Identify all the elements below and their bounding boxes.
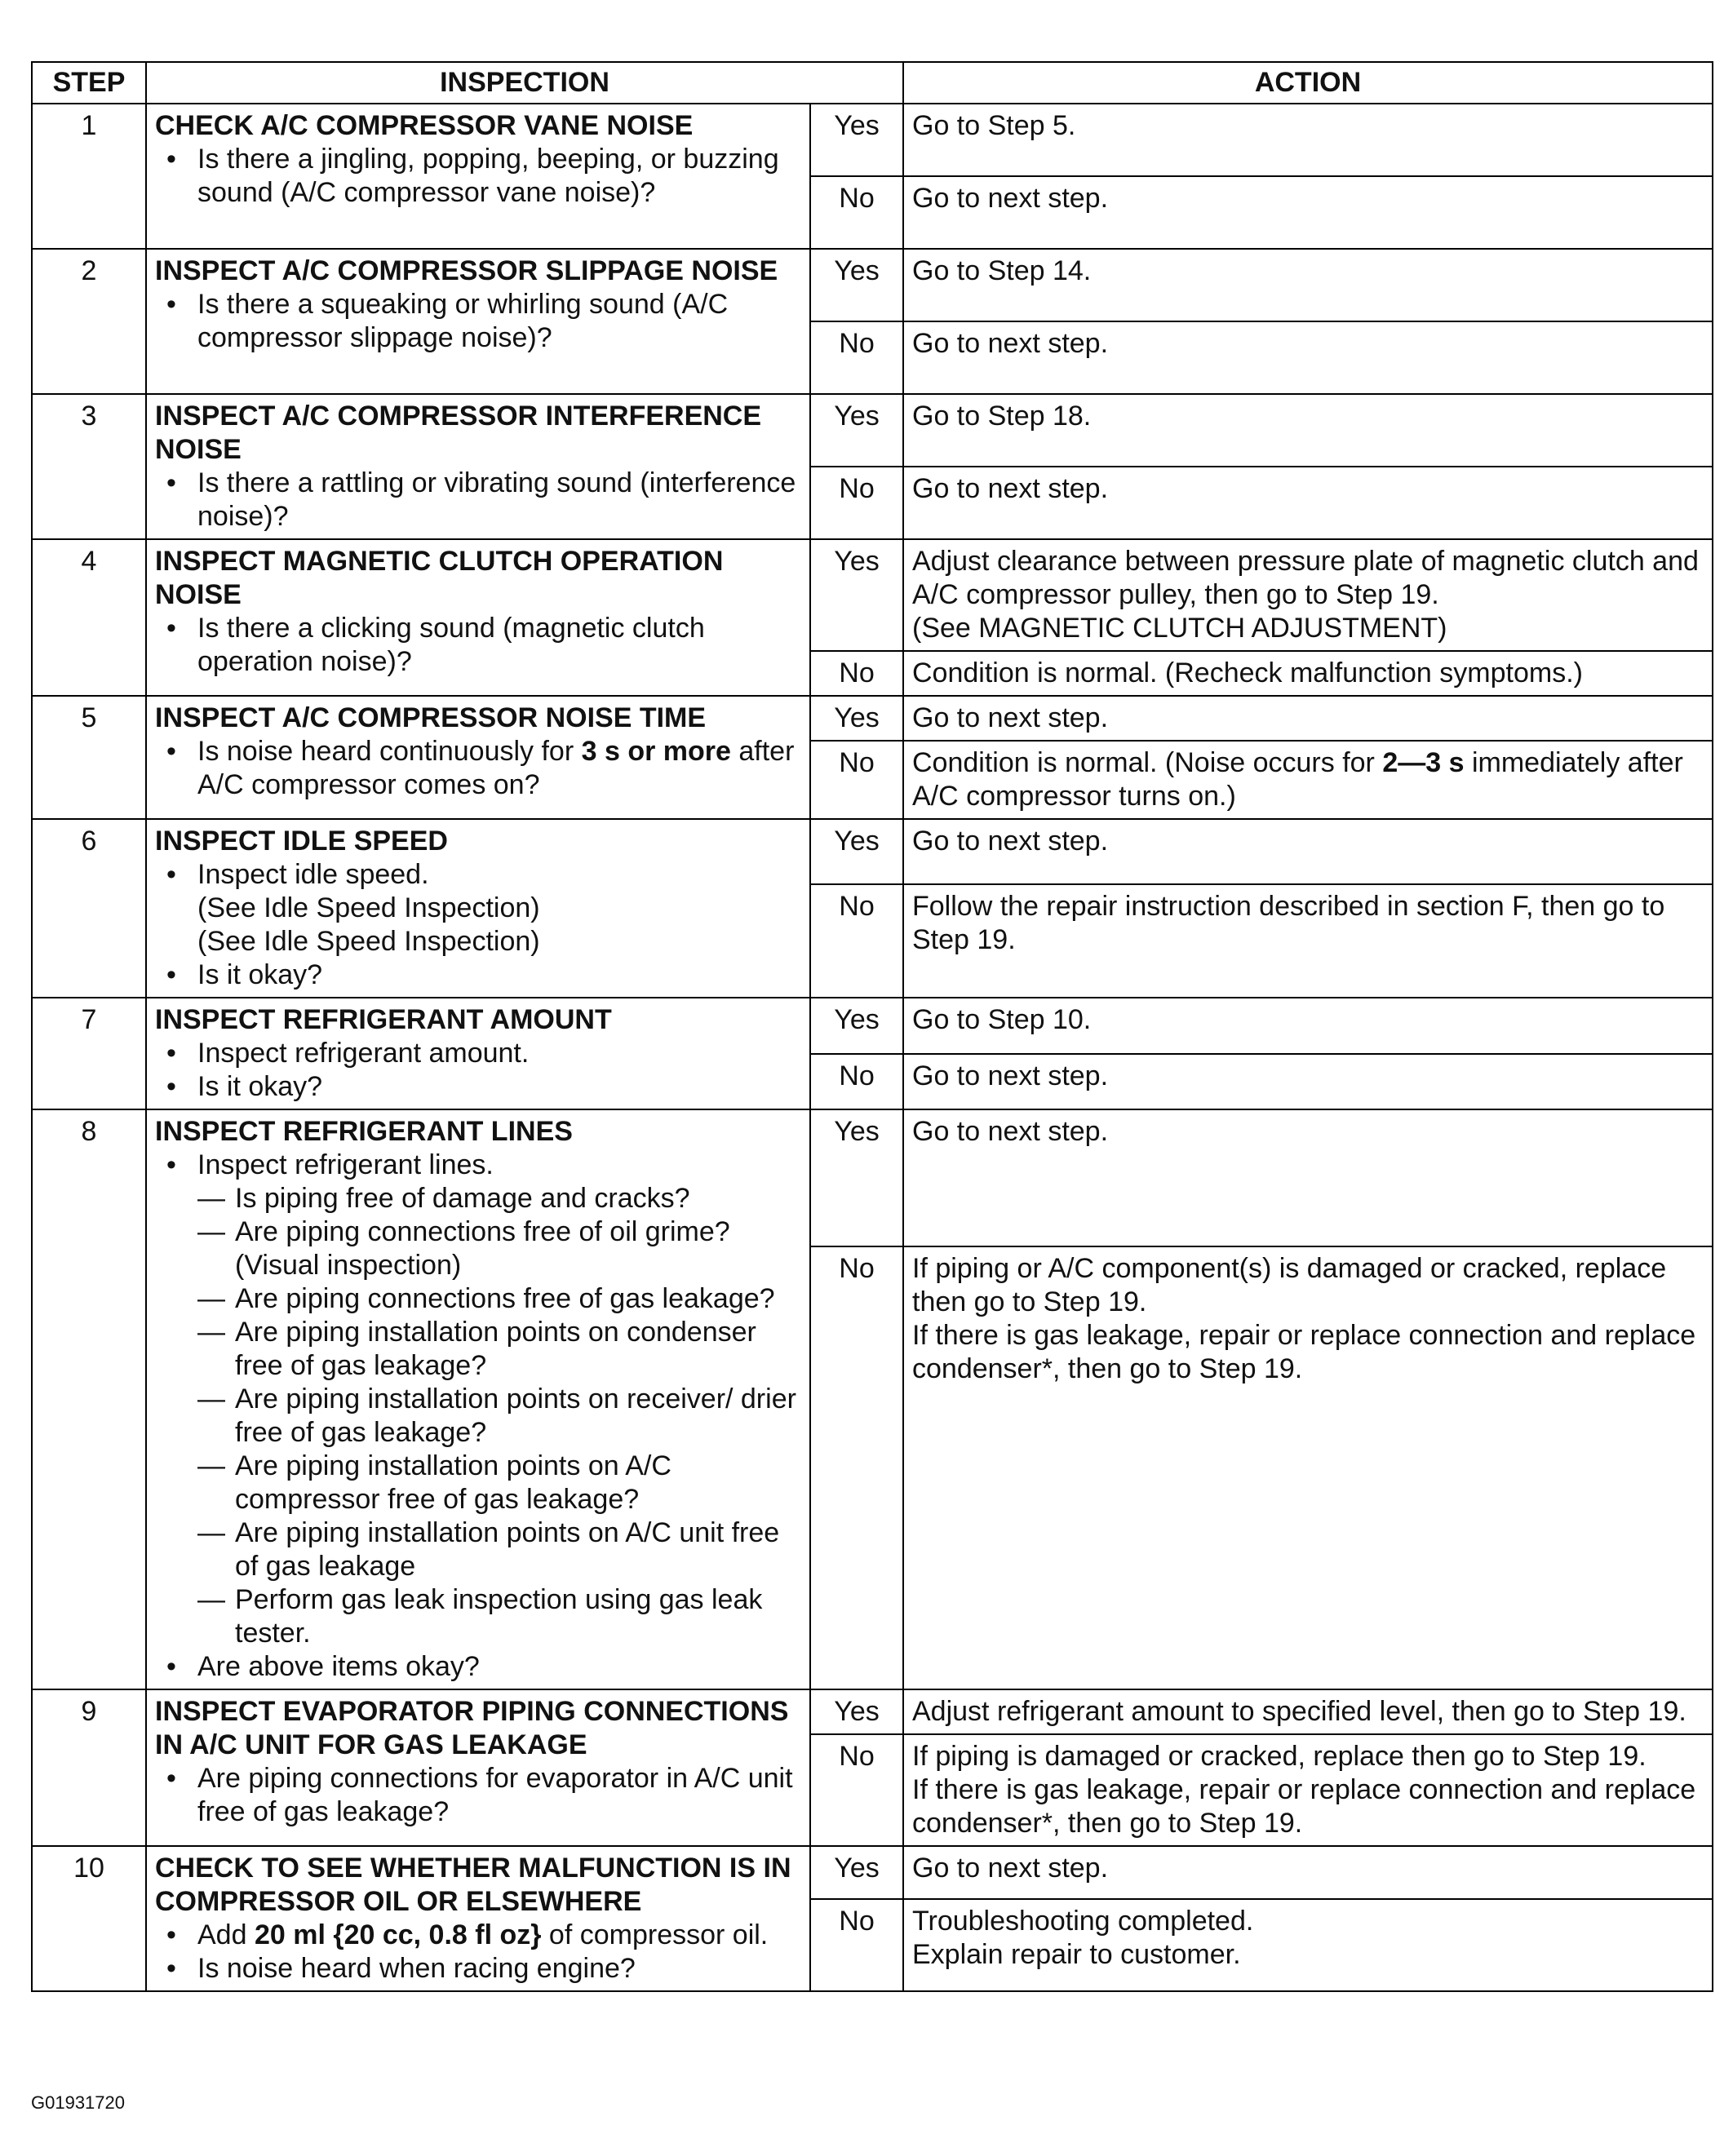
inspection-bullet: • Is there a clicking sound (magnetic clutch operation noise)? [197,612,801,679]
figure-code: G01931720 [31,2092,125,2113]
no-label: No [810,467,903,539]
step-number: 4 [32,539,146,696]
step-3-yes-row [32,394,1713,467]
header-step: STEP [32,62,146,104]
inspection-cell [146,696,810,819]
inspection-title: INSPECT REFRIGERANT LINES [155,1116,573,1147]
inspection-bullet: • Is it okay? [197,1070,801,1104]
step-number: 3 [32,394,146,539]
inspection-title: INSPECT A/C COMPRESSOR NOISE TIME [155,702,707,733]
inspection-title: CHECK TO SEE WHETHER MALFUNCTION IS IN COMPRESSOR OIL OR ELSEWHERE [155,1853,791,1917]
no-action [903,1899,1713,1991]
inspection-bullet [197,1919,801,1952]
step-number: 2 [32,249,146,394]
no-label: No [810,741,903,819]
step-4-yes-row [32,539,1713,651]
inspection-bullet: • Is there a rattling or vibrating sound (interference noise)? [197,467,801,533]
checklist [197,1182,801,1650]
no-label: No [810,884,903,998]
yes-label: Yes [810,998,903,1054]
inspection-cell [146,104,810,249]
inspection-cell [146,539,810,696]
bullet-text: Is noise heard continuously for [197,736,582,767]
step-number: 10 [32,1846,146,1991]
step-number: 5 [32,696,146,819]
inspection-title: INSPECT IDLE SPEED [155,826,448,857]
yes-action: Go to Step 18. [903,394,1713,467]
inspection-bullet: • Are above items okay? [197,1650,801,1684]
step-10-yes-row [32,1846,1713,1899]
inspection-title: INSPECT EVAPORATOR PIPING CONNECTIONS IN A/C UNIT FOR GAS LEAKAGE [155,1696,789,1760]
step-number: 6 [32,819,146,998]
no-label: No [810,321,903,394]
checklist-item: — Are piping connections free of gas leakage? [235,1282,801,1316]
bullet-text: after A/C compressor comes on? [197,736,795,800]
inspection-title: INSPECT A/C COMPRESSOR INTERFERENCE NOISE [155,401,762,465]
checklist-item: — Are piping installation points on receiver/ drier free of gas leakage? [235,1383,801,1450]
bullet-text: Add [197,1919,255,1950]
inspection-bullet: • Is noise heard when racing engine? [197,1952,801,1986]
step-5-yes-row [32,696,1713,741]
checklist-item: — Is piping free of damage and cracks? [235,1182,801,1215]
yes-label: Yes [810,1109,903,1246]
inspection-bullet: • Is there a jingling, popping, beeping, or buzzing sound (A/C compressor vane noise)? [197,143,801,210]
bullet-text: • Inspect refrigerant lines. [197,1149,494,1180]
header-inspection: INSPECTION [146,62,903,104]
inspection-cell [146,998,810,1109]
yes-label: Yes [810,1689,903,1734]
inspection-cell [146,249,810,394]
inspection-cell [146,1846,810,1991]
inspection-title: CHECK A/C COMPRESSOR VANE NOISE [155,110,694,141]
reference-link-text: (See Idle Speed Inspection) [197,892,540,923]
yes-action: Go to next step. [903,1846,1713,1899]
yes-action: Go to next step. [903,1109,1713,1246]
yes-label: Yes [810,539,903,651]
no-action-text: If there is gas leakage, repair or replace connection and replace condenser*, then go to Step 19. [912,1774,1696,1839]
yes-label: Yes [810,104,903,176]
no-action: Follow the repair instruction described in section F, then go to Step 19. [903,884,1713,998]
step-8-yes-row [32,1109,1713,1246]
inspection-bullet [197,735,801,802]
yes-action-text: Adjust clearance between pressure plate of magnetic clutch and A/C compressor pulley, then go to Step 19. [912,546,1699,610]
checklist-item: — Are piping connections free of oil grime? (Visual inspection) [235,1215,801,1282]
yes-action: Go to Step 5. [903,104,1713,176]
yes-label: Yes [810,394,903,467]
inspection-bullet: • Are piping connections for evaporator in A/C unit free of gas leakage? [197,1762,801,1829]
inspection-bullet [197,858,801,958]
inspection-cell [146,819,810,998]
no-action-text: If piping is damaged or cracked, replace then go to Step 19. [912,1741,1647,1772]
yes-label: Yes [810,249,903,321]
yes-action-reference: (See MAGNETIC CLUTCH ADJUSTMENT) [912,613,1447,644]
inspection-title: INSPECT A/C COMPRESSOR SLIPPAGE NOISE [155,255,778,286]
troubleshooting-table [31,61,1713,1992]
no-action: Go to next step. [903,1054,1713,1110]
step-number: 7 [32,998,146,1109]
no-label: No [810,1734,903,1846]
bullet-text: of compressor oil. [541,1919,769,1950]
yes-action: Adjust refrigerant amount to specified level, then go to Step 19. [903,1689,1713,1734]
inspection-cell [146,394,810,539]
no-action-text: Troubleshooting completed. [912,1905,1254,1937]
checklist-item: — Are piping installation points on A/C compressor free of gas leakage? [235,1450,801,1516]
checklist-item: — Are piping installation points on condenser free of gas leakage? [235,1316,801,1383]
no-action [903,741,1713,819]
no-label: No [810,651,903,696]
yes-action: Go to Step 14. [903,249,1713,321]
no-label: No [810,1054,903,1110]
inspection-title: INSPECT REFRIGERANT AMOUNT [155,1004,612,1035]
inspection-bullet [197,1149,801,1650]
bullet-emphasis: 3 s or more [581,736,731,767]
checklist-item: — Are piping installation points on A/C unit free of gas leakage [235,1516,801,1583]
yes-label: Yes [810,696,903,741]
header-action: ACTION [903,62,1713,104]
inspection-title: INSPECT MAGNETIC CLUTCH OPERATION NOISE [155,546,724,610]
step-number: 8 [32,1109,146,1689]
header-row [32,62,1713,104]
no-action-text: If piping or A/C component(s) is damaged or cracked, replace then go to Step 19. [912,1252,1667,1317]
no-action [903,1246,1713,1689]
step-6-yes-row [32,819,1713,884]
step-2-yes-row [32,249,1713,321]
no-action: Go to next step. [903,467,1713,539]
no-label: No [810,1246,903,1689]
yes-action [903,539,1713,651]
bullet-emphasis: 20 ml {20 cc, 0.8 fl oz} [254,1919,542,1950]
step-9-yes-row [32,1689,1713,1734]
no-label: No [810,176,903,249]
step-7-yes-row [32,998,1713,1054]
bullet-text: • Inspect idle speed. [197,859,429,890]
step-number: 9 [32,1689,146,1846]
inspection-bullet: • Inspect refrigerant amount. [197,1037,801,1070]
checklist-item: — Perform gas leak inspection using gas leak tester. [235,1583,801,1650]
no-action [903,1734,1713,1846]
yes-label: Yes [810,1846,903,1899]
inspection-cell [146,1689,810,1846]
yes-action: Go to next step. [903,696,1713,741]
no-action-text: Explain repair to customer. [912,1938,1241,1970]
yes-action: Go to Step 10. [903,998,1713,1054]
no-action-text: If there is gas leakage, repair or replace connection and replace condenser*, then go to Step 19. [912,1319,1696,1384]
step-1-yes-row [32,104,1713,176]
no-action-emphasis: 2—3 s [1382,747,1465,778]
yes-label: Yes [810,819,903,884]
inspection-bullet: • Is it okay? [197,958,801,992]
inspection-bullet: • Is there a squeaking or whirling sound (A/C compressor slippage noise)? [197,288,801,355]
step-number: 1 [32,104,146,249]
no-action: Go to next step. [903,176,1713,249]
no-label: No [810,1899,903,1991]
inspection-cell [146,1109,810,1689]
no-action-text: immediately after A/C compressor turns on.) [912,747,1683,812]
no-action: Condition is normal. (Recheck malfunction symptoms.) [903,651,1713,696]
yes-action: Go to next step. [903,819,1713,884]
no-action-text: Condition is normal. (Noise occurs for [912,747,1383,778]
reference-link-text: (See Idle Speed Inspection) [197,926,540,957]
no-action: Go to next step. [903,321,1713,394]
